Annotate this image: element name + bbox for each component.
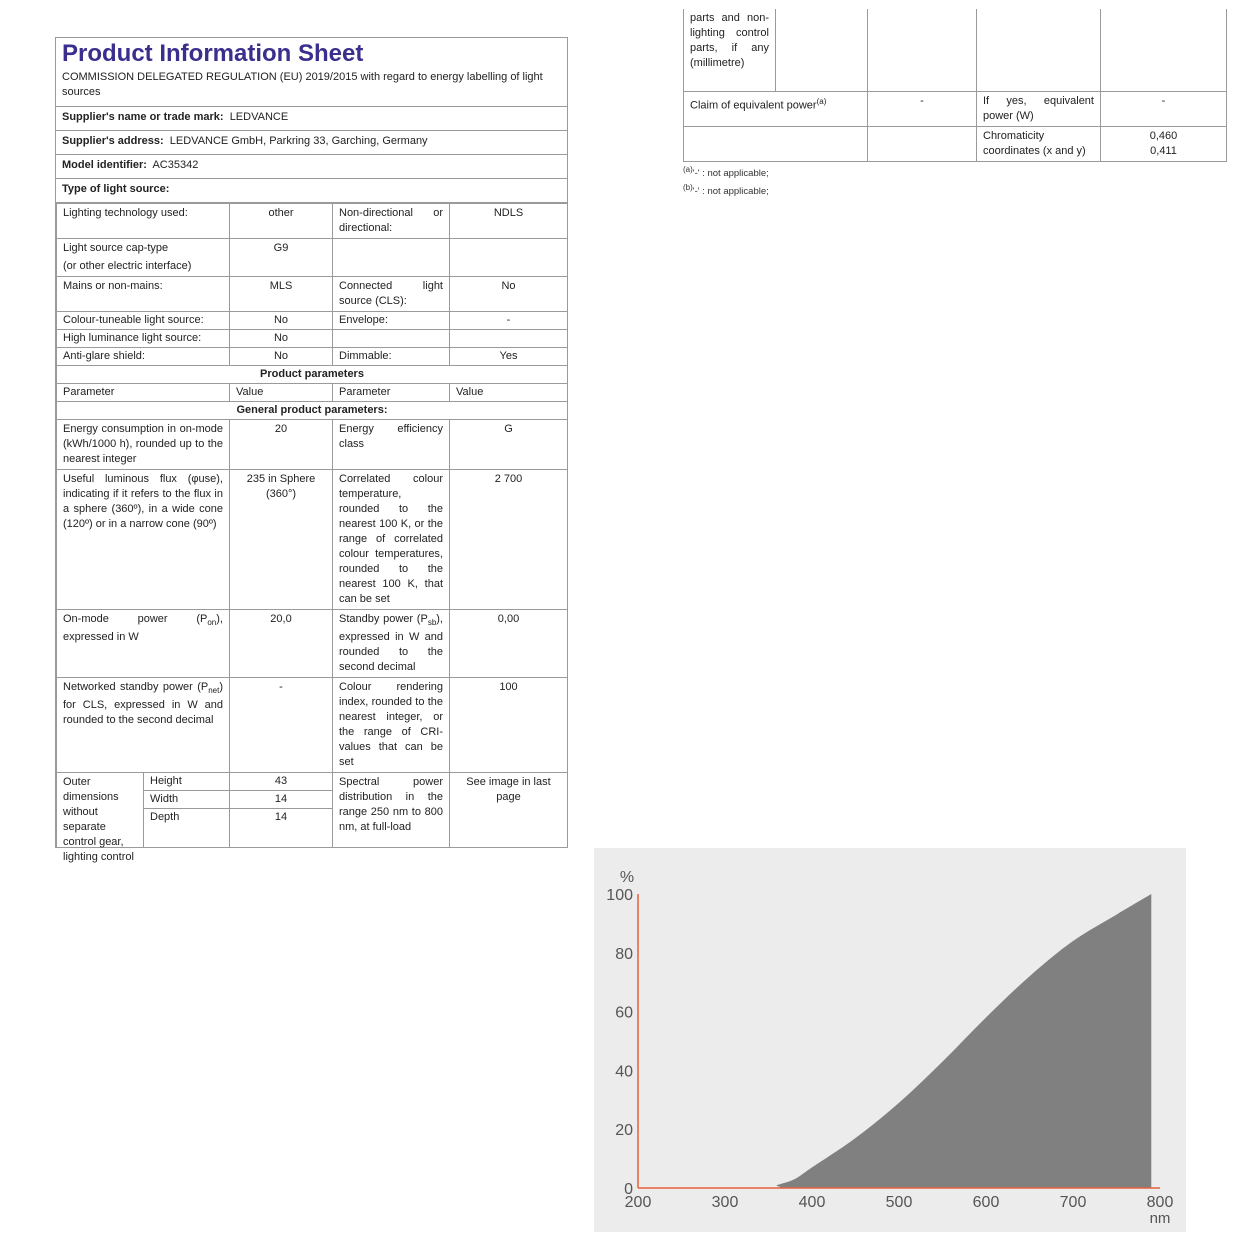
parameters-table — [56, 203, 568, 864]
address-label: Supplier's address: — [62, 135, 164, 147]
empty-cell — [776, 9, 868, 92]
footnote-mark: (b) — [683, 183, 693, 193]
claim-footnote-mark: (a) — [816, 97, 827, 106]
param-label: Anti-glare shield: — [57, 348, 230, 366]
param-value: other — [230, 204, 333, 239]
dimensions-cell — [57, 773, 230, 864]
column-header: Value — [230, 384, 333, 402]
empty-cell — [977, 9, 1101, 92]
x-tick-label: 600 — [972, 1194, 1000, 1211]
column-header: Parameter — [333, 384, 450, 402]
column-header: Parameter — [57, 384, 230, 402]
regulation-subtitle: COMMISSION DELEGATED REGULATION (EU) 2019/2015 with regard to energy labelling of light sources — [56, 68, 567, 107]
footnote-text: '-' : not applicable; — [692, 186, 769, 198]
table-row — [57, 312, 568, 330]
table-row — [57, 277, 568, 312]
param-label-part: ), expressed in W and rounded to the second decimal — [339, 613, 443, 674]
y-tick-label: 80 — [615, 945, 633, 963]
x-axis-unit: nm — [1149, 1210, 1171, 1227]
param-label-subscript: net — [208, 686, 220, 696]
table-row — [57, 204, 568, 239]
param-label — [333, 330, 450, 348]
general-parameters-heading: General product parameters: — [57, 402, 568, 420]
chromaticity-label: Chromaticity coordinates (x and y) — [977, 127, 1101, 162]
x-tick-label: 300 — [711, 1194, 739, 1211]
spectral-chart-svg — [594, 848, 1186, 1232]
claim-label — [684, 92, 868, 127]
chromaticity-x: 0,460 — [1149, 130, 1178, 142]
param-value: G — [450, 420, 568, 470]
table-row — [57, 610, 568, 678]
param-label — [57, 610, 230, 678]
x-tick-label: 800 — [1146, 1194, 1174, 1211]
dimensions-names — [144, 773, 229, 847]
y-tick-label: 40 — [615, 1063, 633, 1081]
spectral-area — [638, 894, 1151, 1188]
table-row — [684, 127, 1227, 162]
param-value: See image in last page — [450, 773, 568, 848]
param-label-subscript: on — [207, 618, 217, 628]
y-tick-label: 0 — [624, 1181, 633, 1198]
param-label-part: ), expressed in W — [63, 613, 223, 644]
supplier-label: Supplier's name or trade mark: — [62, 111, 224, 123]
table-row — [57, 678, 568, 773]
x-tick-label: 500 — [885, 1194, 913, 1211]
dimensions-values — [230, 773, 333, 848]
claim-label-text: Claim of equivalent power — [690, 99, 817, 112]
chromaticity-y: 0,411 — [1150, 145, 1177, 157]
param-value: NDLS — [450, 204, 568, 239]
param-label-part: Standby power (P — [339, 613, 428, 625]
param-value — [450, 330, 568, 348]
param-label-part: On-mode power (P — [63, 613, 208, 625]
x-tick-label: 200 — [624, 1194, 652, 1211]
model-row — [56, 155, 567, 179]
dimensions-label: Outer dimensions without separate control gear, lighting control — [57, 773, 144, 847]
param-label — [333, 239, 450, 277]
footnote-a — [683, 165, 1226, 179]
empty-cell — [1101, 9, 1227, 92]
param-label: Colour-tuneable light source: — [57, 312, 230, 330]
param-label — [57, 239, 230, 277]
chromaticity-values — [1101, 127, 1227, 162]
param-label-line: Light source cap-type — [63, 242, 169, 254]
supplier-value: LEDVANCE — [229, 111, 289, 123]
param-label-line: (or other electric interface) — [63, 260, 192, 272]
y-tick-label: 100 — [606, 887, 633, 904]
equivalent-power-label: If yes, equivalent power (W) — [977, 92, 1101, 127]
equivalent-power-value: - — [1101, 92, 1227, 127]
y-tick-label: 20 — [615, 1122, 633, 1140]
continued-label: parts and non-lighting control parts, if any (millimetre) — [684, 9, 776, 92]
param-value: G9 — [230, 239, 333, 277]
param-value — [450, 239, 568, 277]
param-value: No — [230, 312, 333, 330]
product-parameters-heading: Product parameters — [57, 366, 568, 384]
param-label: Envelope: — [333, 312, 450, 330]
param-label: High luminance light source: — [57, 330, 230, 348]
param-value: 20 — [230, 420, 333, 470]
param-value: 235 in Sphere (360°) — [230, 470, 333, 610]
param-value: No — [450, 277, 568, 312]
product-information-sheet — [55, 37, 568, 864]
param-value: MLS — [230, 277, 333, 312]
x-tick-label: 700 — [1059, 1194, 1087, 1211]
param-label: Correlated colour temperature, rounded to the nearest 100 K, or the range of correlated colour temperatures, rounded to the nearest 100 K, that can be set — [333, 470, 450, 610]
dimension-name-width: Width — [144, 791, 229, 809]
x-tick-label: 400 — [798, 1194, 826, 1211]
param-label: Non-directional or directional: — [333, 204, 450, 239]
claim-value: - — [868, 92, 977, 127]
param-label: Connected light source (CLS): — [333, 277, 450, 312]
type-label: Type of light source: — [62, 183, 170, 195]
param-value: 2 700 — [450, 470, 568, 610]
table-row — [57, 348, 568, 366]
section-heading-row — [57, 366, 568, 384]
param-label — [333, 610, 450, 678]
param-label: Energy efficiency class — [333, 420, 450, 470]
spectral-chart — [594, 848, 1186, 1232]
continued-table-section — [683, 9, 1226, 197]
model-label: Model identifier: — [62, 159, 147, 171]
table-row — [57, 330, 568, 348]
y-axis-unit: % — [619, 869, 635, 886]
param-label-part: ) for CLS, expressed in W and rounded to the second decimal — [63, 681, 223, 727]
model-value: AC35342 — [152, 159, 199, 171]
param-label-part: Networked standby power (P — [63, 681, 209, 694]
dimensions-row — [57, 773, 568, 848]
param-label: Spectral power distribution in the range 250 nm to 800 nm, at full-load — [333, 773, 450, 848]
footnote-text: '-' : not applicable; — [692, 168, 769, 180]
address-row — [56, 131, 567, 155]
section-heading-row — [57, 402, 568, 420]
dimension-value-height: 43 — [230, 773, 332, 791]
dimension-value-depth: 14 — [274, 811, 288, 824]
type-row — [56, 179, 567, 203]
table-row — [684, 92, 1227, 127]
param-label: Lighting technology used: — [57, 204, 230, 239]
param-label: Dimmable: — [333, 348, 450, 366]
param-value: No — [230, 348, 333, 366]
empty-cell — [868, 9, 977, 92]
param-value: - — [230, 678, 333, 773]
param-label-subscript: sb — [427, 618, 437, 628]
param-value: No — [230, 330, 333, 348]
param-label: Useful luminous flux (φuse), indicating if it refers to the flux in a sphere (360º), in a wide cone (120º) or in a narrow cone (90º) — [57, 470, 230, 610]
empty-cell — [684, 127, 868, 162]
param-value: - — [450, 312, 568, 330]
param-value: 0,00 — [450, 610, 568, 678]
dimension-value-width: 14 — [230, 791, 332, 809]
param-value: Yes — [450, 348, 568, 366]
dimension-name-height: Height — [144, 773, 229, 791]
dimension-name-depth: Depth — [150, 811, 180, 824]
param-label: Energy consumption in on-mode (kWh/1000 h), rounded up to the nearest integer — [57, 420, 230, 470]
param-value: 100 — [450, 678, 568, 773]
column-header: Value — [450, 384, 568, 402]
param-value: 20,0 — [230, 610, 333, 678]
footnote-mark: (a) — [683, 165, 693, 174]
continued-table — [683, 9, 1227, 162]
param-label: Colour rendering index, rounded to the nearest integer, or the range of CRI-values that can be set — [333, 678, 450, 773]
table-row — [57, 470, 568, 610]
param-label — [57, 678, 230, 773]
supplier-row — [56, 107, 567, 131]
table-row — [57, 420, 568, 470]
y-tick-label: 60 — [615, 1004, 633, 1022]
sheet-title: Product Information Sheet — [62, 40, 364, 67]
column-header-row — [57, 384, 568, 402]
empty-cell — [868, 127, 977, 162]
table-row — [57, 239, 568, 277]
table-row — [684, 9, 1227, 92]
address-value: LEDVANCE GmbH, Parkring 33, Garching, Germany — [169, 135, 428, 147]
footnote-b — [683, 183, 1226, 197]
param-label: Mains or non-mains: — [57, 277, 230, 312]
